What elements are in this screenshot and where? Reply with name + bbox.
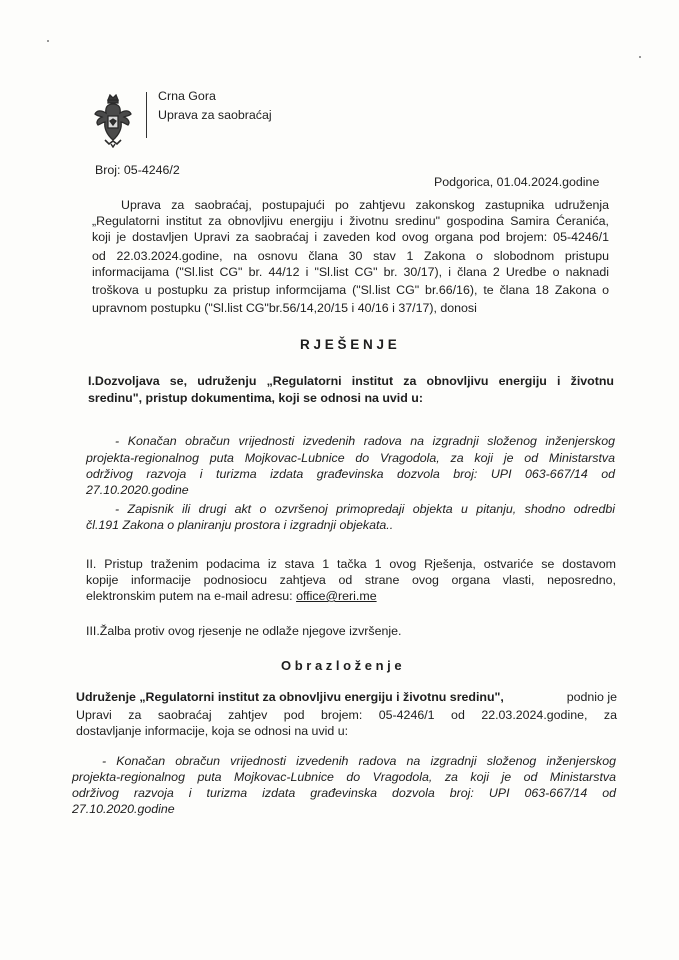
intro-line: troškova u postupku za pristup informcijama ("Sl.list CG" br.66/16), te člana 18 Zakona o [92,283,609,297]
rationale-first-line [76,690,617,706]
section-one-item-line: - Konačan obračun vrijednosti izvedenih radova na izgradnji složenog inženjerskog [115,434,615,448]
section-one-item-line: čl.191 Zakona o planiranju prostora i izgradnji objekata.. [86,518,394,532]
rationale-line: Upravi za saobraćaj zahtjev pod brojem: 05-4246/1 od 22.03.2024.godine, za [76,708,617,722]
section-one-line: sredinu", pristup dokumentima, koji se odnosi na uvid u: [88,391,423,405]
rationale-item-line: 27.10.2020.godine [72,802,175,816]
intro-line: informacijama ("Sl.list CG" br. 44/12 i "Sl.list CG" br. 30/17), i člana 2 Uredbe o naknadi [92,265,609,279]
email-link[interactable]: office@reri.me [296,589,377,603]
section-one-line: I.Dozvoljava se, udruženju „Regulatorni institut za obnovljivu energiju i životnu [88,374,614,388]
section-two-line: II. Pristup traženim podacima iz stava 1 tačka 1 ovog Rješenja, ostvariće se dostavom [86,557,616,571]
section-one-item-line: - Zapisnik ili drugi akt o ozvršenoj primopredaji objekta u pitanju, shodno odredbi [115,502,615,516]
decision-title: R J E Š E N J E [300,337,397,352]
rationale-item-line: - Konačan obračun vrijednosti izvedenih radova na izgradnji složenog inženjerskog [102,754,616,768]
section-two-line-text: elektronskim putem na e-mail adresu: [86,589,293,603]
agency-name: Uprava za saobraćaj [158,108,272,122]
scan-speck [639,56,641,58]
intro-line: upravnom postupku ("Sl.list CG"br.56/14,20/15 i 40/16 i 37/17), donosi [92,301,477,315]
rationale-title: O b r a z l o ž e n j e [281,658,402,673]
intro-line: Uprava za saobraćaj, postupajući po zahtjevu zakonskog zastupnika udruženja [121,198,609,212]
rationale-item-line: projekta-regionalnog puta Mojkovac-Lubnice do Vragodola, za koji je od Ministarstva [72,770,616,784]
header-divider [146,92,147,138]
section-one-item-line: održivog razvoja i turizma izdata građevinska dozvola broj: UPI 063-667/14 od [86,467,615,481]
place-date: Podgorica, 01.04.2024.godine [434,175,600,189]
country-name: Crna Gora [158,89,216,103]
intro-line: „Regulatorni institut za obnovljivu energiju i životnu sredinu" gospodina Samira Ćeranića, [92,214,609,228]
rationale-line-rest: podnio je [566,690,617,704]
section-one-item-line: projekta-regionalnog puta Mojkovac-Lubnice do Vragodola, za koji je od Ministarstva [86,451,615,465]
coat-of-arms-icon [93,94,133,148]
section-one-item-line: 27.10.2020.godine [86,483,189,497]
rationale-line: dostavljanje informacije, koja se odnosi na uvid u: [76,724,349,738]
section-three-text: III.Žalba protiv ovog rjesenje ne odlaže njegove izvršenje. [86,624,402,638]
rationale-bold-intro: Udruženje „Regulatorni institut za obnovljivu energiju i životnu sredinu", [76,690,504,704]
rationale-item-line: održivog razvoja i turizma izdata građevinska dozvola broj: UPI 063-667/14 od [72,786,616,800]
section-two-line: kopije informacije podnosiocu zahtjeva od strane ovog organa vlasti, neposredno, [86,573,616,587]
scan-speck [47,40,49,42]
document-number: Broj: 05-4246/2 [95,163,180,177]
intro-line: od 22.03.2024.godine, na osnovu člana 30 stav 1 Zakona o slobodnom pristupu [92,249,609,263]
intro-line: koji je dostavljen Upravi za saobraćaj i zaveden kod ovog organa pod brojem: 05-4246/1 [92,230,609,244]
section-two-line [86,589,377,605]
